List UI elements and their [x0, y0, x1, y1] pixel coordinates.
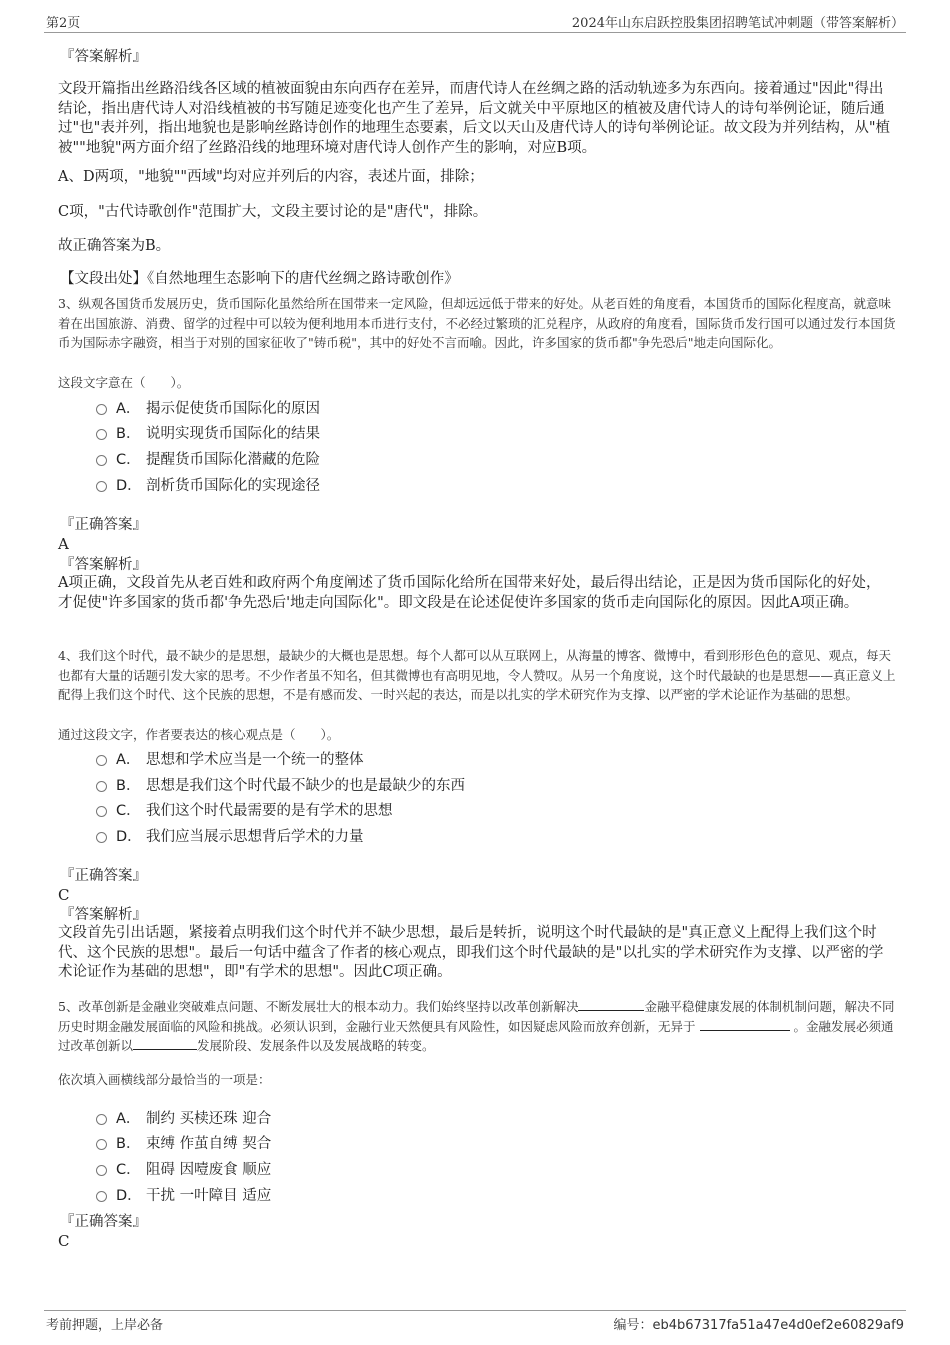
q4-prompt: 通过这段文字，作者要表达的核心观点是（ ）。	[58, 727, 340, 742]
q4-analysis-tag: 『答案解析』	[60, 907, 147, 923]
q5-stem-part3: 。金融发展必须通过改革创新以	[58, 1018, 894, 1053]
option-letter: A．	[116, 1110, 141, 1127]
q3-option-c[interactable]	[96, 447, 320, 469]
blank-2	[700, 1018, 790, 1031]
option-letter: D．	[116, 1187, 142, 1204]
option-letter: C．	[116, 802, 141, 819]
q3-option-b[interactable]	[96, 421, 320, 443]
option-text: 束缚 作茧自缚 契合	[146, 1135, 272, 1152]
option-text: 制约 买椟还珠 迎合	[146, 1110, 272, 1127]
option-text: 揭示促使货币国际化的原因	[146, 400, 320, 417]
radio-button[interactable]	[96, 1114, 107, 1125]
q3-answer-tag: 『正确答案』	[60, 517, 147, 533]
option-letter: C．	[116, 451, 141, 468]
code-label: 编号：	[613, 1318, 653, 1333]
q4-option-a[interactable]	[96, 747, 364, 769]
option-letter: B．	[116, 777, 141, 794]
q2-source: 【文段出处】《自然地理生态影响下的唐代丝绸之路诗歌创作》	[60, 271, 459, 287]
radio-button[interactable]	[96, 755, 107, 766]
q5-stem-part4: 发展阶段、发展条件以及发展战略的转变。	[197, 1038, 435, 1053]
q4-option-b[interactable]	[96, 773, 465, 795]
option-text: 说明实现货币国际化的结果	[146, 425, 320, 442]
radio-button[interactable]	[96, 832, 107, 843]
option-text: 我们这个时代最需要的是有学术的思想	[146, 802, 393, 819]
footer-divider	[44, 1310, 906, 1311]
q5-option-d[interactable]	[96, 1183, 271, 1205]
option-letter: A．	[116, 751, 141, 768]
q2-analysis: 文段开篇指出丝路沿线各区域的植被面貌由东向西存在差异，而唐代诗人在丝绸之路的活动轨迹多为东西向。接着通过"因此"得出结论，指出唐代诗人对沿线植被的书写随足迹变化也产生了差异，后文就关中平原地区的植被及唐代诗人的诗句举例论证，随后通过"也"表并列，指出地貌也是影响丝路诗创作的地理生态要素，后文以天山及唐代诗人的诗句举例论证。故文段为并列结构，从"植被""地貌"两方面介绍了丝路沿线的地理环境对唐代诗人创作产生的影响，对应B项。	[58, 81, 891, 156]
q3-option-d[interactable]	[96, 473, 320, 495]
q3-answer: A	[58, 535, 69, 553]
code-value: eb4b67317fa51a47e4d0ef2e60829af9	[652, 1318, 904, 1333]
q2-analysis-tag: 『答案解析』	[60, 49, 147, 65]
radio-button[interactable]	[96, 455, 107, 466]
radio-button[interactable]	[96, 429, 107, 440]
q4-option-c[interactable]	[96, 798, 393, 820]
q2-conclusion: 故正确答案为B。	[58, 238, 171, 254]
option-letter: D．	[116, 828, 142, 845]
page-number: 第2页	[46, 16, 81, 31]
option-text: 剖析货币国际化的实现途径	[146, 477, 320, 494]
q3-analysis-tag: 『答案解析』	[60, 557, 147, 573]
option-letter: A．	[116, 400, 141, 417]
q5-stem	[58, 997, 898, 1056]
option-letter: C．	[116, 1161, 141, 1178]
option-text: 提醒货币国际化潜藏的危险	[146, 451, 320, 468]
option-text: 思想和学术应当是一个统一的整体	[146, 751, 364, 768]
q5-option-b[interactable]	[96, 1131, 271, 1153]
q4-option-d[interactable]	[96, 824, 364, 846]
radio-button[interactable]	[96, 806, 107, 817]
option-text: 阻碍 因噎废食 顺应	[146, 1161, 272, 1178]
q5-answer: C	[58, 1232, 70, 1250]
q3-prompt: 这段文字意在（ ）。	[58, 375, 190, 390]
blank-3	[133, 1037, 197, 1050]
q3-analysis: A项正确，文段首先从老百姓和政府两个角度阐述了货币国际化给所在国带来好处，最后得出结论，正是因为货币国际化的好处，才促使"许多国家的货币都'争先恐后'地走向国际化"。即文段是在论述促使许多国家的货币走向国际化的原因。因此A项正确。	[58, 575, 881, 611]
q4-stem: 4、我们这个时代，最不缺少的是思想，最缺少的大概也是思想。每个人都可以从互联网上，从海量的博客、微博中，看到形形色色的意见、观点，每天也都有大量的话题引发大家的思考。不少作者虽不知名，但其微博也有高明见地，令人赞叹。从另一个角度说，这个时代最缺的也是思想——真正意义上配得上我们这个时代、这个民族的思想，不是有感而发、一时兴起的表达，而是以扎实的学术研究作为支撑、以严密的学术论证作为基础的思想。	[58, 648, 896, 702]
option-text: 思想是我们这个时代最不缺少的也是最缺少的东西	[146, 777, 465, 794]
radio-button[interactable]	[96, 1191, 107, 1202]
radio-button[interactable]	[96, 781, 107, 792]
q5-answer-tag: 『正确答案』	[60, 1214, 147, 1230]
radio-button[interactable]	[96, 481, 107, 492]
q4-answer: C	[58, 886, 70, 904]
q2-analysis-c: C项，"古代诗歌创作"范围扩大，文段主要讨论的是"唐代"，排除。	[58, 204, 488, 220]
q5-option-a[interactable]	[96, 1106, 271, 1128]
q4-analysis: 文段首先引出话题，紧接着点明我们这个时代并不缺少思想，最后是转折，说明这个时代最缺的是"真正意义上配得上我们这个时代、这个民族的思想"。最后一句话中蕴含了作者的核心观点，即我们这个时代最缺的是"以扎实的学术研究作为支撑、以严密的学术论证作为基础的思想"，即"有学术的思想"。因此C项正确。	[58, 925, 884, 980]
option-text: 我们应当展示思想背后学术的力量	[146, 828, 364, 845]
radio-button[interactable]	[96, 1139, 107, 1150]
document-title: 2024年山东启跃控股集团招聘笔试冲刺题（带答案解析）	[571, 16, 904, 31]
option-letter: D．	[116, 477, 142, 494]
option-letter: B．	[116, 425, 141, 442]
q2-analysis-ad: A、D两项，"地貌""西域"均对应并列后的内容，表述片面，排除；	[58, 169, 484, 185]
option-letter: B．	[116, 1135, 141, 1152]
q5-stem-part1: 5、改革创新是金融业突破难点问题、不断发展壮大的根本动力。我们始终坚持以改革创新解决	[58, 999, 579, 1014]
q3-stem: 3、纵观各国货币发展历史，货币国际化虽然给所在国带来一定风险，但却远远低于带来的好处。从老百姓的角度看，本国货币的国际化程度高，就意味着在出国旅游、消费、留学的过程中可以较为便利地用本币进行支付，不必经过繁琐的汇兑程序，从政府的角度看，国际货币发行国可以通过发行本国货币为国际赤字融资，相当于对别的国家征收了"铸币税"，其中的好处不言而喻。因此，许多国家的货币都"争先恐后"地走向国际化。	[58, 296, 896, 350]
option-text: 干扰 一叶障目 适应	[146, 1187, 272, 1204]
q5-stem-part2: 金融平稳健康发展的体制机制问题，解决不同历史时期金融发展面临的风险和挑战。必须认识到，金融行业天然便具有风险性，如因疑虑风险而放弃创新，无异于	[58, 999, 895, 1034]
radio-button[interactable]	[96, 1165, 107, 1176]
document-code	[613, 1314, 904, 1333]
blank-1	[578, 998, 644, 1011]
radio-button[interactable]	[96, 404, 107, 415]
q4-answer-tag: 『正确答案』	[60, 868, 147, 884]
q3-option-a[interactable]	[96, 396, 320, 418]
q5-prompt: 依次填入画横线部分最恰当的一项是：	[58, 1072, 271, 1087]
footer-slogan: 考前押题，上岸必备	[46, 1318, 164, 1333]
q5-option-c[interactable]	[96, 1157, 271, 1179]
header-divider	[44, 32, 906, 33]
